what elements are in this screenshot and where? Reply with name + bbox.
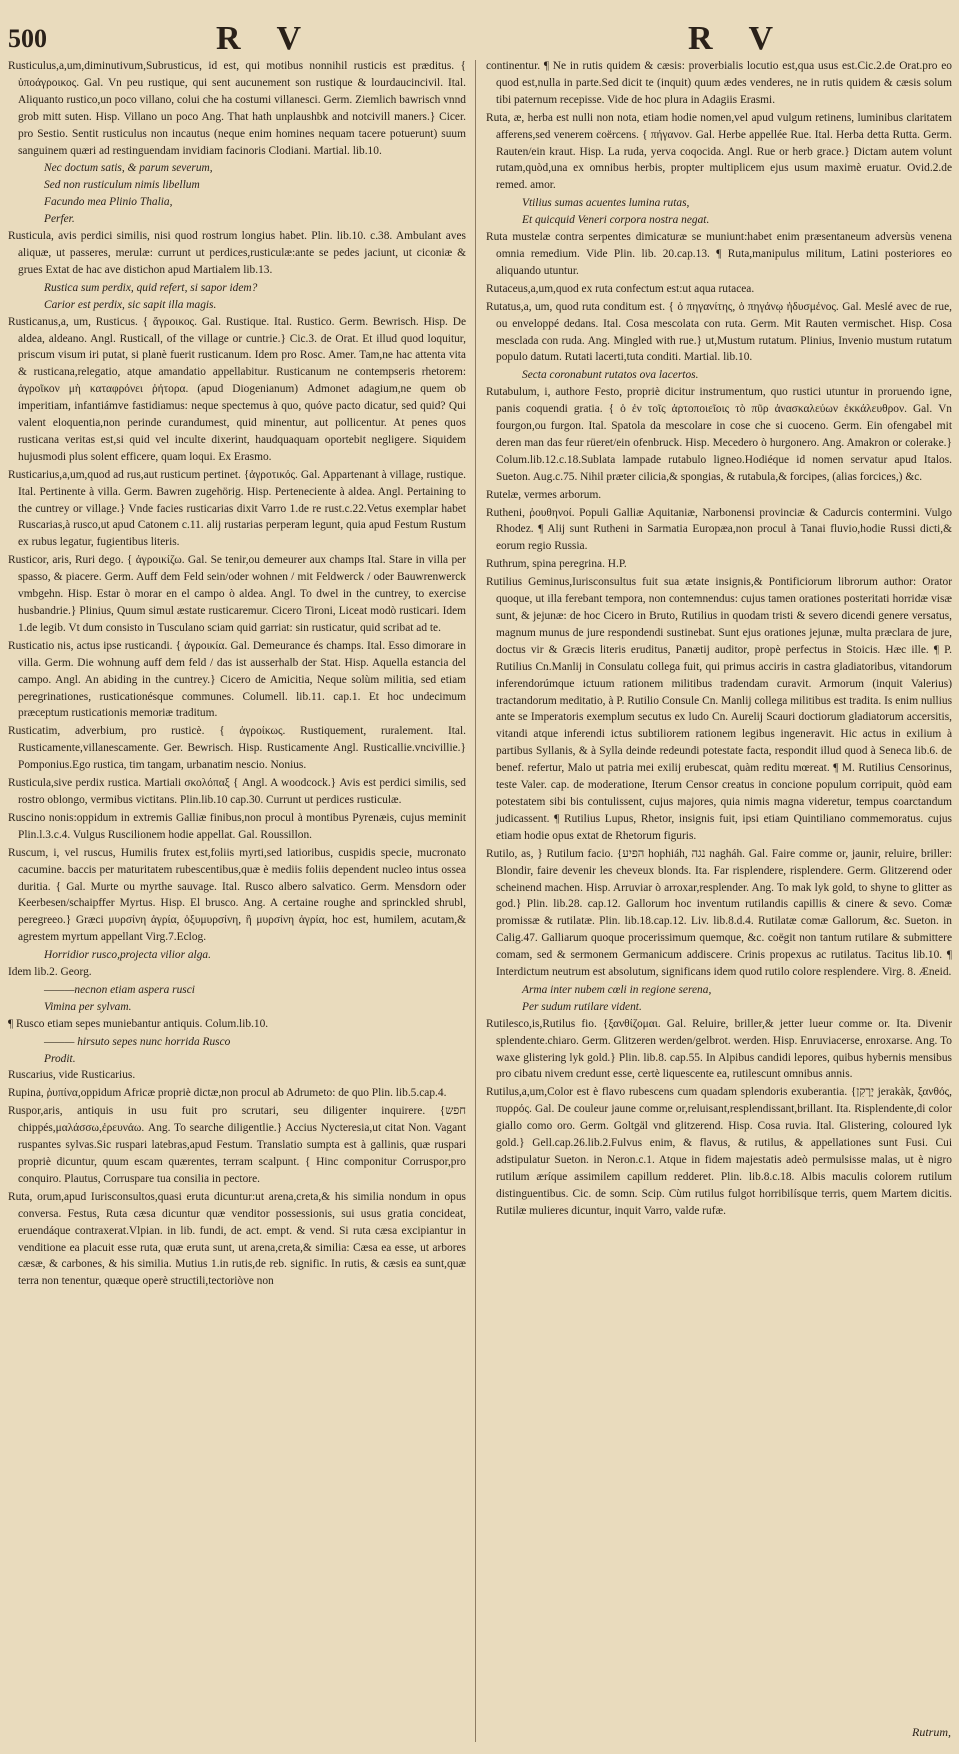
dictionary-entry bbox=[486, 487, 952, 504]
column-divider bbox=[475, 60, 476, 1742]
dictionary-entry bbox=[486, 505, 952, 556]
entry-text: Rutatus,a, um, quod ruta conditum est. { ὁ πηγανίτης, ὁ πηγάνῳ ἡδυσμένος. Gal. Meslé avec de rue, ou enveloppé dedans. Ital. Cosa mescolata con ruta. Germ. Mit Rauten vermischet. Hisp. Cosa mesclada con ruda. Ang. Mingled with rue.} ut,Mustum rutatum. Plinius, Invenio mustum rutatum populo datum. Rutati lacerti,tuta conditi. Martial. lib.10. bbox=[486, 300, 952, 364]
entry-text: Rutelæ, vermes arborum. bbox=[486, 488, 602, 501]
verse-line: Prodit. bbox=[44, 1052, 76, 1065]
entry-text: Rusticula,sive perdix rustica. Martiali σκολόπαξ { Angl. A woodcock.} Avis est perdici similis, sed rostro oblongo, vermibus victitans. Plin.lib.10 cap.30. Currunt ut perdices rusticulæ. bbox=[8, 777, 466, 806]
verse-line: Per sudum rutilare vident. bbox=[522, 1000, 642, 1013]
entry-text: Rutheni, ῥουθηνοί. Populi Galliæ Aquitaniæ, Narbonensi provinciæ & Cadurcis contermini. Vulgo Rhodez. ¶ Alij sunt Rutheni in Sarmatia Europæa,non procul à Tanai fluvio,hodie Russi dicti,& eorum regio Russia. bbox=[486, 506, 952, 553]
page-number: 500 bbox=[8, 24, 47, 53]
verse-quotation bbox=[486, 982, 952, 1016]
dictionary-entry bbox=[486, 556, 952, 573]
entry-text: Idem lib.2. Georg. bbox=[8, 966, 92, 979]
entry-text: Rutilus,a,um,Color est è flavo rubescens cum quadam splendoris exuberantia. {יָרָקִן jerakàk, ξανθός, πυρρός. Gal. De couleur jaune comme or,reluisant,resplendissant,brillant. Ita. Risplendente,di color giallo como oro. Germ. Goltgäl vnd glitzerend. Hisp. Cosa ruvia. Ital. Glistering, coloured lyk gold.} Gell.cap.26.lib.2.Fulvus enim, & flavus, & rutilus, & appellationes sunt Fusi. Cui adstipulatur Sueton. in Neron.c.1. Atque in fidem majestatis adeò permulsisse malas, ut è nigro rutilum æríque assimilem capillum redderet. Plin. lib.8.c.18. Albis maculis colorem rutilum distinguentibus. Cic. de somn. Scip. Cùm rutilus fulgot horribilísque terris, quem Martem dicitis. Rutilæ mulieres dicuntur, inquit Varro, valde rufæ. bbox=[486, 1086, 952, 1217]
dictionary-entry bbox=[8, 775, 466, 809]
verse-quotation bbox=[8, 160, 466, 228]
running-head-right: R V bbox=[688, 20, 787, 57]
running-head-left: R V bbox=[216, 20, 315, 57]
entry-text: Rusticor, aris, Ruri dego. { ἀγροικίζω. Gal. Se tenir,ou demeurer aux champs Ital. Stare in villa per spasso, & piacere. Germ. Auff dem Feld sein/oder wohnen / mit Feldwerck / oder Bauwrenwerck vmbgehn. Hisp. Estar ò morar en el campo ò aldea. Angl. To dwel in the cuntrey, to exercise husbandrie.} Plinius, Quum simul æstate rusticaremur. Cicero Tironi, Liceat modò rusticari. Idem 1.de legib. Vt dum consisto in Tusculano sciam quid garriat: sin rusticatur, quid scribat ad te. bbox=[8, 554, 466, 634]
dictionary-entry bbox=[8, 964, 466, 981]
verse-line: Facundo mea Plinio Thalia, bbox=[44, 196, 173, 209]
dictionary-entry bbox=[8, 467, 466, 552]
entry-text: Rusticarius,a,um,quod ad rus,aut rusticum pertinet. {ἀγροτικός. Gal. Appartenant à village, rustique. Ital. Pertinente à villa. Germ. Bawren zugehörig. Hisp. Perteneciente à aldea. Angl. Pertaining to the cuntrey or village.} Vnde facies rusticarias dixit Varro 1.de re rust.c.22.Vetus exemplar habet Ruscarias,à rusco,ut apud Catonem c.11. alij rustarias perperam legunt, quia apud Festum Rustum ex rubus legatur, fugientibus literis. bbox=[8, 468, 466, 549]
entry-text: Ruta, orum,apud Iurisconsultos,quasi eruta dicuntur:ut arena,creta,& his similia nondum in opus conversa. Festus, Ruta cæsa dicuntur quæ venditor possessionis, sui usus gratia concideat, eruendáque contraxerat.Vlpian. in lib. fundi, de act. empt. & vend. Si ruta cæsa excipiantur in venditione ea placuit esse ruta, quæ eruta sunt, ut arena,creta,& similia: Cæsa ea esse, ut arbores cæsæ, & carbones, & his similia. Mutius 1.in rutis,de reb. signific. In rutis, & cæsis ea sunt,quæ terra non tenentur, quæque operè structili,tectoriòve non bbox=[8, 1190, 466, 1288]
verse-quotation bbox=[486, 195, 952, 229]
dictionary-entry bbox=[8, 1103, 466, 1188]
entry-text: Rusticula, avis perdici similis, nisi quod rostrum longius habet. Plin. lib.10. c.38. Ambulant aves aliquæ, ut passeres, merulæ: currunt ut perdices,rusticulæ:ante se pedes jaciunt, ut ciconiæ & grues Extat de hac ave distichon apud Martialem lib.13. bbox=[8, 230, 466, 276]
dictionary-entry bbox=[8, 552, 466, 637]
verse-line: Horridior rusco,projecta vilior alga. bbox=[44, 949, 211, 962]
dictionary-entry bbox=[486, 281, 952, 298]
dictionary-entry bbox=[8, 845, 466, 946]
entry-text: Rusticatio nis, actus ipse rusticandi. { ἀγροικία. Gal. Demeurance és champs. Ital. Esso dimorare in villa. Germ. Die wohnung auff dem feld / das ist ausserhalb der Stat. Hisp. Aquella estancia del campo. Angl. An abiding in the cuntrey.} Cicero de Amicitia, Neque solùm militia, sed etiam peregrinationes, rusticationésque communes. Columell. lib.11. cap.1. Et hoc undecimum præceptum rusticationis memoriæ traditum. bbox=[8, 639, 466, 720]
entry-text: Rusticulus,a,um,diminutivum,Subrusticus, id est, qui motibus nonnihil rusticis est præditus. { ὑποάγροικος. Gal. Vn peu rustique, qui sent aucunement son rustique & lourdaucincivil. Ital. Aliquanto rustico,un poco villano, colui che ha costumi villanesci. Germ. Ziemlich bawrisch vnnd grob mitt suten. Hisp. Villano un poco Ang. That hath unplaushbk and notcivill maners.} Cicer. pro Sestio. Sentit rusticulus non incautus (neque enim homines nequam tacere potuerunt) suum sanguinem quæri ad restinguendam invidiam facinoris Clodiani. Martial. lib.10. bbox=[8, 60, 466, 157]
verse-line: Vimina per sylvam. bbox=[44, 1000, 132, 1013]
verse-line: Perfer. bbox=[44, 213, 75, 226]
entry-text: Rusticanus,a, um, Rusticus. { ἄγροικος. Gal. Rustique. Ital. Rustico. Germ. Bewrisch. Hisp. De aldea, aldeano. Angl. Rusticall, of the village or cuntrie.} Cic.3. de Orat. Et illud quod loquitur, priscum visum iri putat, si planè fuerit rusticanum. Idem pro Rosc. Amer. Tam,ne hac attenta vita & rusticana,relegatio, atque amandatio appellabitur. Rusticanum ne contempseris rhetorem: ἀγροῖκον μὴ καταφρόνει ῥήτορα. (apud Diogenianum) Admonet adagium,ne quem ob imperitiam, infantiámve fastidiamus: neque spectemus à quo, quóve pacto dicatur, sed quid? Qui valent eloquentia,non perinde curandumest, quid minentur, aut pollicentur. At penes quos rusticana veritas est,si quid vel inculte dixerint, haudquaquam oportebit negligere. Siquidem hujusmodi plus solent efficere, quam loqui. Ex Erasmo. bbox=[8, 315, 466, 463]
dictionary-entry bbox=[8, 228, 466, 279]
verse-quotation bbox=[8, 1034, 466, 1068]
entry-text: Rutabulum, i, authore Festo, propriè dicitur instrumentum, quo rustici utuntur in proruendo igne, panis coquendi gratia. { ὁ ἐν τοῖς ἀρτοποιεῖοις τὸ πῦρ ἀνασκαλεύων ἐκκάλευθρον. Gal. Vn fourgon,ou furgon. Ital. Spatola da mescolare in cose che si cuoceno. Germ. Ein ofengabel mit deren man das feur rüeret/ein ofenbruck. Hisp. Mecedero ò hurgonero. Ang. Amakron or colerake.} Colum.lib.12.c.18.Sublata lampade rutabulo ligneo.Hodiéque id nomen servatur apud Italos. Sueton. Aug.c.75. Nihil præter cilicia,& spongias, & rutabula,& forcipes, (alias forcices,) &c. bbox=[486, 386, 952, 483]
verse-line: ——— hirsuto sepes nunc horrida Rusco bbox=[44, 1035, 231, 1048]
entry-text: Ruscarius, vide Rusticarius. bbox=[8, 1069, 136, 1082]
page-header bbox=[0, 18, 959, 58]
verse-line: Vtilius sumas acuentes lumina rutas, bbox=[522, 197, 690, 210]
dictionary-entry bbox=[8, 1067, 466, 1084]
entry-text: Rupina, ῥυπίνα,oppidum Africæ propriè dictæ,non procul ab Adrumeto: de quo Plin. lib.5.cap.4. bbox=[8, 1087, 447, 1100]
verse-line: Carior est perdix, sic sapit illa magis. bbox=[44, 298, 217, 311]
dictionary-entry bbox=[486, 299, 952, 367]
entry-text: Rutilius Geminus,Iurisconsultus fuit sua ætate insignis,& Pontificiorum librorum author: Orator quoque, ut illa ferebant tempora, non contemnendus: cujus tamen orationes posteritati horridæ visæ sunt, & jejunæ: de hoc Cicero in Bruto, Rutilius in quodam tristi & severo dicendi genere versatus, magnum munus de jure respondendi sustinebat. Sunt ejus orationes jejunæ, multa præclara de jure, doctus vir & Græcis literis eruditus, Panætij auditor, propè perfectus in Stoicis. Hæc ille. ¶ P. Rutilius Cn.Manlij in Consulatu collega fuit, qui primus acciris in castra gladiatoribus, vitandorum inferendorúmque ictuum rationem militibus tradendam curavit. Armorum (inquit Valerius) tractandorum meditatio, à P. Rutilio Consule Cn. Manlij collega militibus est tradita. Is enim nullius ante se Imperatoris exemplum secutus ex ludo Cn. Aurelij Scauri doctiorum gladiatorum accersitis, vitandi atque inferendi ictus subtiliorem rationem legibus ingeneravit. Hic actus in exilium à partibus Syllanis, & à Sylla deinde redeundi potestate facta, respondit illud quod à Seneca lib.6. de benef. refertur, Malo ut patria mei exilij erubescat, quàm reditu mœreat. ¶ M. Rutilius Censorinus, teste Valer. cap. de moderatione, Iterum Censor creatus in concione populum corripuit, quòd eam potestatem sibi bis contulissent, cujus majores, quia nimis magna videretur, tempus coarctandum judicassent. ¶ Rutilius Lupus, Rhetor, insignis fuit, ipsi etiam Quintiliano commemoratus. cujus etiam hodie opus extat de Rhetorum figuris. bbox=[486, 576, 952, 842]
verse-line: Sed non rusticulum nimis libellum bbox=[44, 179, 200, 192]
dictionary-entry bbox=[8, 1085, 466, 1102]
verse-quotation bbox=[8, 982, 466, 1016]
verse-quotation bbox=[8, 280, 466, 314]
entry-text: ¶ Rusco etiam sepes muniebantur antiquis. Colum.lib.10. bbox=[8, 1017, 269, 1030]
right-column bbox=[486, 58, 952, 1744]
entry-text: Rutaceus,a,um,quod ex ruta confectum est:ut aqua rutacea. bbox=[486, 282, 755, 295]
entry-text: Rusticatim, adverbium, pro rusticè. { ἀγροίκως. Rustiquement, ruralement. Ital. Rusticamente,villanescamente. Ger. Bewrisch. Hisp. Rusticamente Angl. Rusticallie.vncivillie.} Pomponius.Ego rustica, tim tangam, urbanatim nescio. Nonius. bbox=[8, 725, 466, 772]
entry-text: Ruta, æ, herba est nulli non nota, etiam hodie nomen,vel apud vulgum retinens, luminibus claritatem afferens,sed venerem coërcens. { πήγανον. Gal. Herbe appellée Rue. Ital. Herba detta Rutta. Germ. Rauten/ein kraut. Hisp. La ruda, yerva coqocida. Angl. Rue or herb grace.} Dictam autem volunt rutam,quòd,una ex omnibus herbis, propter multiplicem ejus usum maximè eruatur. Ovid.2.de remed. amor. bbox=[486, 111, 952, 192]
entry-text: Ruta mustelæ contra serpentes dimicaturæ se muniunt:habet enim præsentaneum adversùs venena omnia remedium. Vide Plin. lib. 20.cap.13. ¶ Ruta,manipulus militum, Latini posteriores eo aliquando utuntur. bbox=[486, 231, 952, 277]
verse-quotation bbox=[8, 947, 466, 964]
verse-line: Arma inter nubem cœli in regione serena, bbox=[522, 983, 712, 996]
dictionary-entry bbox=[486, 384, 952, 485]
entry-text: Ruscum, i, vel ruscus, Humilis frutex est,foliis myrti,sed latioribus, cuspidis specie, mucronato cacumine. baccis per maturitatem rubescentibus,quæ è mediis foliis dependent nucleo intus ossea duritia. { Gal. Murte ou myrthe sauvage. Ital. Rusco albero salvatico. Germ. Mensdorn oder Keerbesen/schaipffer Myrtus. Hisp. El brusco. Ang. A certaine roughe and sprinckled shrubl, peregreeo.} Græci μυρσίνη ἀγρία, ὀξυμυρσίνη, ἢ μυρσίνη ἀγρία, hoc est, humilem, acutam,& agrestem myrtum appellant Virg.7.Eclog. bbox=[8, 846, 466, 944]
dictionary-entry bbox=[8, 810, 466, 844]
catchword: Rutrum, bbox=[912, 1725, 951, 1739]
left-column bbox=[8, 58, 466, 1744]
dictionary-entry bbox=[8, 638, 466, 723]
dictionary-entry bbox=[486, 229, 952, 280]
entry-text: Ruthrum, spina peregrina. H.P. bbox=[486, 558, 627, 571]
dictionary-entry bbox=[486, 574, 952, 845]
dictionary-entry bbox=[486, 1084, 952, 1219]
dictionary-entry bbox=[8, 58, 466, 159]
entry-text: Rutilo, as, } Rutilum facio. {הפיע hophiáh, נגה nagháh. Gal. Faire comme or, jaunir, reluire, briller: Blondir, faire devenir les cheveux blonds. Ita. Far risplendere, risplendere. Germ. Glitzerend oder scheinend machen. Hisp. Arruviar ò arroxar,resplender. Ang. To mak lyk gold, to shyne to glitter as god.} Plin. lib.28. cap.12. Gallorum hoc inventum rutilandis capillis & cinere & sevo. Comæ promissæ & rutilatæ. Plin. lib.18.cap.12. Liv. lib.8.d.4. Rutilatæ comæ Gallorum, &c. Sueton. in Calig.47. Galliarum quoque procerissimum quemque, &c. coëgit non tantum rutilare & submittere comam, sed & sermonem Germanicum addiscere. Crinis propexus ac rutilatus. Tacitus lib.10. ¶ Interdictum neutrum est absolutum, significans idem quod rutilo colore resplendere. Virg. 8. Æneid. bbox=[486, 847, 952, 979]
entry-text: Ruspor,aris, antiquis in usu fuit pro scrutari, seu diligenter inquirere. {חפש chippés,μαλάσσω,ἐρευνάω. Ang. To searche diligentlie.} Accius Nycteresia,ut citat Non. Vagant ruspantes sylvas.Sic ruspari latebras,apud Festum. Translatio sumpta est à gallinis, quæ ruspari propriè dicuntur, quum escam quærentes, terram scalpunt. { Hinc componitur Corruspor,pro conquiro. Plautus, Corruspare tua consilia in pectore. bbox=[8, 1105, 466, 1185]
verse-line: Secta coronabunt rutatos ova lacertos. bbox=[522, 369, 699, 382]
dictionary-entry bbox=[8, 1189, 466, 1290]
verse-line: Nec doctum satis, & parum severum, bbox=[44, 162, 213, 175]
entry-text: Rutilesco,is,Rutilus fio. {ξανθίζομαι. Gal. Reluire, briller,& jetter lueur comme or. Ita. Divenir splendente.chiaro. Germ. Glitzeren werden/gelbrot. werden. Hisp. Enruviacerse, enroxarse. Ang. To waxe glistering lyk gold.} Plin. lib.8. cap.55. In Alpibus candidi lepores, quibus hybernis mensibus pro cibatu nivem credunt esse, certè liquescente ea, rutilescunt omnibus annis. bbox=[486, 1017, 952, 1081]
dictionary-entry bbox=[486, 110, 952, 195]
verse-line: ———necnon etiam aspera rusci bbox=[44, 983, 195, 996]
entry-text: continentur. ¶ Ne in rutis quidem & cæsis: proverbialis locutio est,qua usus est.Cic.2.de Orat.pro eo quod est,nulla in parte.Sed dicit te (inquit) quum ædes venderes, ne in rutis quidem & cæsis solum tibi paternum recepisse. Vide de hoc plura in Adagiis Erasmi. bbox=[486, 60, 952, 106]
dictionary-entry bbox=[8, 1016, 466, 1033]
dictionary-entry bbox=[8, 723, 466, 774]
entry-text: Ruscino nonis:oppidum in extremis Galliæ finibus,non procul à montibus Pyrenæis, cujus meminit Plin.l.3.c.4. Vulgus Ruscilionem hodie appellat. Gal. Roussillon. bbox=[8, 811, 466, 841]
verse-line: Rustica sum perdix, quid refert, si sapor idem? bbox=[44, 281, 258, 294]
dictionary-entry bbox=[486, 1016, 952, 1084]
verse-line: Et quicquid Veneri corpora nostra negat. bbox=[522, 214, 710, 227]
verse-quotation bbox=[486, 367, 952, 384]
dictionary-entry bbox=[486, 58, 952, 109]
dictionary-entry bbox=[486, 846, 952, 981]
dictionary-entry bbox=[8, 314, 466, 466]
